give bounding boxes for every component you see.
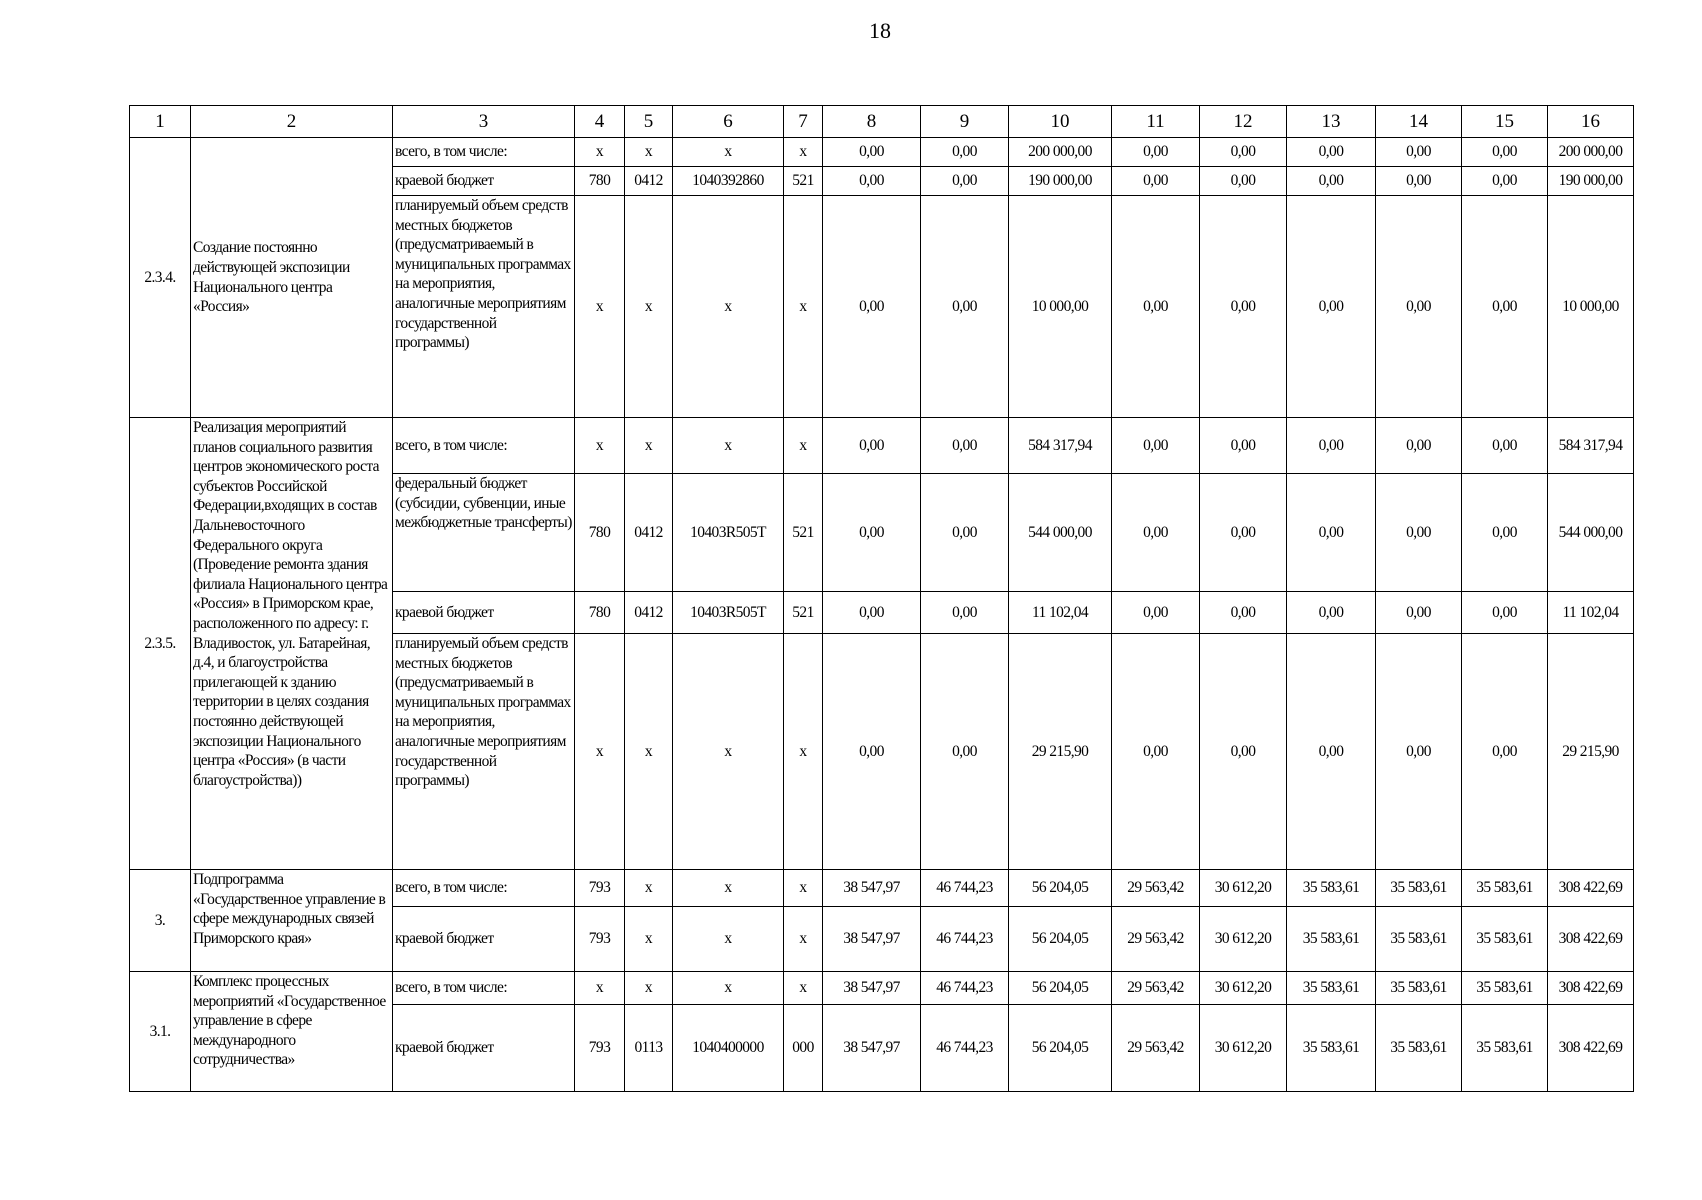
header-cell: 3 xyxy=(393,106,575,138)
amount-cell: 0,00 xyxy=(1376,138,1462,167)
amount-cell: 0,00 xyxy=(1462,138,1548,167)
measure-title-cell: Создание постоянно действующей экспозиции Национального центра «Россия» xyxy=(191,138,393,418)
header-cell: 1 xyxy=(130,106,191,138)
amount-cell: 35 583,61 xyxy=(1287,907,1376,972)
amount-cell: 0,00 xyxy=(1376,167,1462,196)
amount-cell: 46 744,23 xyxy=(921,972,1009,1005)
amount-cell: 0,00 xyxy=(921,634,1009,870)
target-article-cell: x xyxy=(673,418,784,474)
header-cell: 15 xyxy=(1462,106,1548,138)
amount-cell: 0,00 xyxy=(1462,196,1548,418)
section-code-cell: x xyxy=(625,138,673,167)
amount-cell: 35 583,61 xyxy=(1287,870,1376,907)
amount-cell: 0,00 xyxy=(1462,418,1548,474)
expense-type-cell: 521 xyxy=(784,592,823,634)
amount-cell: 0,00 xyxy=(1287,474,1376,592)
amount-cell: 38 547,97 xyxy=(823,1005,921,1092)
target-article-cell: x xyxy=(673,138,784,167)
header-cell: 14 xyxy=(1376,106,1462,138)
table-row xyxy=(130,418,1634,474)
amount-cell: 10 000,00 xyxy=(1548,196,1634,418)
amount-cell: 35 583,61 xyxy=(1462,1005,1548,1092)
expense-type-cell: 000 xyxy=(784,1005,823,1092)
section-code-cell: x xyxy=(625,418,673,474)
expense-type-cell: x xyxy=(784,907,823,972)
expense-type-cell: x xyxy=(784,634,823,870)
section-code-cell: x xyxy=(625,634,673,870)
amount-cell: 38 547,97 xyxy=(823,907,921,972)
funding-source-cell: планируемый объем средств местных бюджетов (предусматриваемый в муниципальных программах на мероприятия, аналогичные мероприятиям государственной программы) xyxy=(393,196,575,418)
amount-cell: 0,00 xyxy=(1287,634,1376,870)
amount-cell: 0,00 xyxy=(1376,592,1462,634)
table-row xyxy=(130,870,1634,907)
header-row xyxy=(130,106,1634,138)
amount-cell: 46 744,23 xyxy=(921,870,1009,907)
amount-cell: 0,00 xyxy=(1200,418,1287,474)
amount-cell: 30 612,20 xyxy=(1200,870,1287,907)
amount-cell: 56 204,05 xyxy=(1009,1005,1112,1092)
funding-source-cell: планируемый объем средств местных бюджетов (предусматриваемый в муниципальных программах на мероприятия, аналогичные мероприятиям государственной программы) xyxy=(393,634,575,870)
target-article-cell: 1040400000 xyxy=(673,1005,784,1092)
header-cell: 16 xyxy=(1548,106,1634,138)
grbs-code-cell: x xyxy=(575,972,625,1005)
amount-cell: 584 317,94 xyxy=(1548,418,1634,474)
amount-cell: 0,00 xyxy=(1112,196,1200,418)
amount-cell: 29 563,42 xyxy=(1112,1005,1200,1092)
expense-type-cell: x xyxy=(784,972,823,1005)
amount-cell: 30 612,20 xyxy=(1200,1005,1287,1092)
amount-cell: 0,00 xyxy=(921,474,1009,592)
amount-cell: 35 583,61 xyxy=(1287,972,1376,1005)
amount-cell: 46 744,23 xyxy=(921,907,1009,972)
amount-cell: 0,00 xyxy=(1287,196,1376,418)
amount-cell: 0,00 xyxy=(921,418,1009,474)
header-cell: 6 xyxy=(673,106,784,138)
amount-cell: 0,00 xyxy=(1112,592,1200,634)
amount-cell: 0,00 xyxy=(1112,167,1200,196)
amount-cell: 0,00 xyxy=(1462,634,1548,870)
grbs-code-cell: 793 xyxy=(575,907,625,972)
amount-cell: 0,00 xyxy=(823,474,921,592)
grbs-code-cell: 780 xyxy=(575,474,625,592)
amount-cell: 29 215,90 xyxy=(1009,634,1112,870)
amount-cell: 0,00 xyxy=(1462,592,1548,634)
amount-cell: 38 547,97 xyxy=(823,870,921,907)
amount-cell: 0,00 xyxy=(1376,634,1462,870)
funding-source-cell: всего, в том числе: xyxy=(393,972,575,1005)
amount-cell: 56 204,05 xyxy=(1009,907,1112,972)
grbs-code-cell: x xyxy=(575,418,625,474)
amount-cell: 0,00 xyxy=(1200,474,1287,592)
amount-cell: 35 583,61 xyxy=(1376,972,1462,1005)
amount-cell: 0,00 xyxy=(1287,592,1376,634)
amount-cell: 0,00 xyxy=(1200,592,1287,634)
amount-cell: 308 422,69 xyxy=(1548,870,1634,907)
amount-cell: 35 583,61 xyxy=(1376,870,1462,907)
header-cell: 9 xyxy=(921,106,1009,138)
funding-source-cell: всего, в том числе: xyxy=(393,418,575,474)
amount-cell: 35 583,61 xyxy=(1462,972,1548,1005)
table-row xyxy=(130,972,1634,1005)
amount-cell: 0,00 xyxy=(823,196,921,418)
expense-type-cell: 521 xyxy=(784,474,823,592)
amount-cell: 0,00 xyxy=(921,592,1009,634)
row-number-cell: 2.3.4. xyxy=(130,138,191,418)
amount-cell: 35 583,61 xyxy=(1462,870,1548,907)
section-code-cell: 0113 xyxy=(625,1005,673,1092)
amount-cell: 0,00 xyxy=(1287,167,1376,196)
amount-cell: 11 102,04 xyxy=(1009,592,1112,634)
grbs-code-cell: 780 xyxy=(575,592,625,634)
amount-cell: 11 102,04 xyxy=(1548,592,1634,634)
amount-cell: 0,00 xyxy=(1112,474,1200,592)
amount-cell: 35 583,61 xyxy=(1376,907,1462,972)
funding-source-cell: краевой бюджет xyxy=(393,1005,575,1092)
row-number-cell: 3. xyxy=(130,870,191,972)
funding-source-cell: всего, в том числе: xyxy=(393,870,575,907)
amount-cell: 190 000,00 xyxy=(1009,167,1112,196)
amount-cell: 0,00 xyxy=(921,167,1009,196)
section-code-cell: 0412 xyxy=(625,167,673,196)
amount-cell: 0,00 xyxy=(1112,138,1200,167)
header-cell: 8 xyxy=(823,106,921,138)
amount-cell: 0,00 xyxy=(823,167,921,196)
section-code-cell: x xyxy=(625,972,673,1005)
amount-cell: 35 583,61 xyxy=(1287,1005,1376,1092)
amount-cell: 0,00 xyxy=(1287,418,1376,474)
header-cell: 10 xyxy=(1009,106,1112,138)
amount-cell: 584 317,94 xyxy=(1009,418,1112,474)
target-article-cell: x xyxy=(673,196,784,418)
header-cell: 11 xyxy=(1112,106,1200,138)
target-article-cell: 1040392860 xyxy=(673,167,784,196)
header-cell: 13 xyxy=(1287,106,1376,138)
target-article-cell: 10403R505T xyxy=(673,592,784,634)
grbs-code-cell: 793 xyxy=(575,870,625,907)
target-article-cell: x xyxy=(673,907,784,972)
amount-cell: 30 612,20 xyxy=(1200,907,1287,972)
row-number-cell: 2.3.5. xyxy=(130,418,191,870)
amount-cell: 0,00 xyxy=(823,138,921,167)
amount-cell: 0,00 xyxy=(1376,474,1462,592)
amount-cell: 56 204,05 xyxy=(1009,870,1112,907)
amount-cell: 46 744,23 xyxy=(921,1005,1009,1092)
expense-type-cell: x xyxy=(784,196,823,418)
section-code-cell: x xyxy=(625,196,673,418)
target-article-cell: x xyxy=(673,634,784,870)
amount-cell: 10 000,00 xyxy=(1009,196,1112,418)
measure-title-cell: Реализация мероприятий планов социального развития центров экономического роста субъектов Российской Федерации,входящих в состав Дальневосточного Федерального округа (Проведение ремонта здания филиала Национального центра «Россия» в Приморском крае, расположенного по адресу: г. Владивосток, ул. Батарейная, д.4, и благоустройства прилегающей к зданию территории в целях создания постоянно действующей экспозиции Национального центра «Россия» (в части благоустройства)) xyxy=(191,418,393,870)
amount-cell: 0,00 xyxy=(1462,167,1548,196)
expense-type-cell: x xyxy=(784,138,823,167)
amount-cell: 0,00 xyxy=(1462,474,1548,592)
amount-cell: 308 422,69 xyxy=(1548,1005,1634,1092)
amount-cell: 308 422,69 xyxy=(1548,907,1634,972)
funding-source-cell: краевой бюджет xyxy=(393,907,575,972)
amount-cell: 0,00 xyxy=(1200,167,1287,196)
row-number-cell: 3.1. xyxy=(130,972,191,1092)
amount-cell: 38 547,97 xyxy=(823,972,921,1005)
target-article-cell: x xyxy=(673,972,784,1005)
budget-table xyxy=(129,105,1634,1092)
amount-cell: 0,00 xyxy=(1287,138,1376,167)
funding-source-cell: федеральный бюджет (субсидии, субвенции, иные межбюджетные трансферты) xyxy=(393,474,575,592)
funding-source-cell: краевой бюджет xyxy=(393,167,575,196)
amount-cell: 29 215,90 xyxy=(1548,634,1634,870)
header-cell: 4 xyxy=(575,106,625,138)
header-cell: 12 xyxy=(1200,106,1287,138)
amount-cell: 0,00 xyxy=(1112,418,1200,474)
amount-cell: 0,00 xyxy=(823,592,921,634)
grbs-code-cell: x xyxy=(575,634,625,870)
amount-cell: 0,00 xyxy=(1376,196,1462,418)
amount-cell: 29 563,42 xyxy=(1112,870,1200,907)
grbs-code-cell: x xyxy=(575,196,625,418)
amount-cell: 0,00 xyxy=(1376,418,1462,474)
amount-cell: 35 583,61 xyxy=(1462,907,1548,972)
amount-cell: 29 563,42 xyxy=(1112,907,1200,972)
amount-cell: 29 563,42 xyxy=(1112,972,1200,1005)
amount-cell: 0,00 xyxy=(921,138,1009,167)
funding-source-cell: краевой бюджет xyxy=(393,592,575,634)
header-cell: 7 xyxy=(784,106,823,138)
amount-cell: 0,00 xyxy=(921,196,1009,418)
section-code-cell: 0412 xyxy=(625,474,673,592)
header-cell: 2 xyxy=(191,106,393,138)
funding-source-cell: всего, в том числе: xyxy=(393,138,575,167)
amount-cell: 200 000,00 xyxy=(1548,138,1634,167)
table-row xyxy=(130,138,1634,167)
section-code-cell: 0412 xyxy=(625,592,673,634)
amount-cell: 0,00 xyxy=(1112,634,1200,870)
header-cell: 5 xyxy=(625,106,673,138)
table-body xyxy=(130,106,1634,1092)
measure-title-cell: Подпрограмма «Государственное управление в сфере международных связей Приморского края» xyxy=(191,870,393,972)
grbs-code-cell: 793 xyxy=(575,1005,625,1092)
amount-cell: 200 000,00 xyxy=(1009,138,1112,167)
section-code-cell: x xyxy=(625,907,673,972)
grbs-code-cell: x xyxy=(575,138,625,167)
page-number: 18 xyxy=(869,18,891,43)
amount-cell: 0,00 xyxy=(823,418,921,474)
amount-cell: 30 612,20 xyxy=(1200,972,1287,1005)
amount-cell: 0,00 xyxy=(1200,634,1287,870)
expense-type-cell: 521 xyxy=(784,167,823,196)
expense-type-cell: x xyxy=(784,418,823,474)
amount-cell: 190 000,00 xyxy=(1548,167,1634,196)
target-article-cell: 10403R505T xyxy=(673,474,784,592)
amount-cell: 0,00 xyxy=(823,634,921,870)
expense-type-cell: x xyxy=(784,870,823,907)
amount-cell: 308 422,69 xyxy=(1548,972,1634,1005)
grbs-code-cell: 780 xyxy=(575,167,625,196)
amount-cell: 544 000,00 xyxy=(1548,474,1634,592)
amount-cell: 56 204,05 xyxy=(1009,972,1112,1005)
amount-cell: 35 583,61 xyxy=(1376,1005,1462,1092)
section-code-cell: x xyxy=(625,870,673,907)
amount-cell: 544 000,00 xyxy=(1009,474,1112,592)
amount-cell: 0,00 xyxy=(1200,138,1287,167)
target-article-cell: x xyxy=(673,870,784,907)
measure-title-cell: Комплекс процессных мероприятий «Государственное управление в сфере международного сотрудничества» xyxy=(191,972,393,1092)
amount-cell: 0,00 xyxy=(1200,196,1287,418)
